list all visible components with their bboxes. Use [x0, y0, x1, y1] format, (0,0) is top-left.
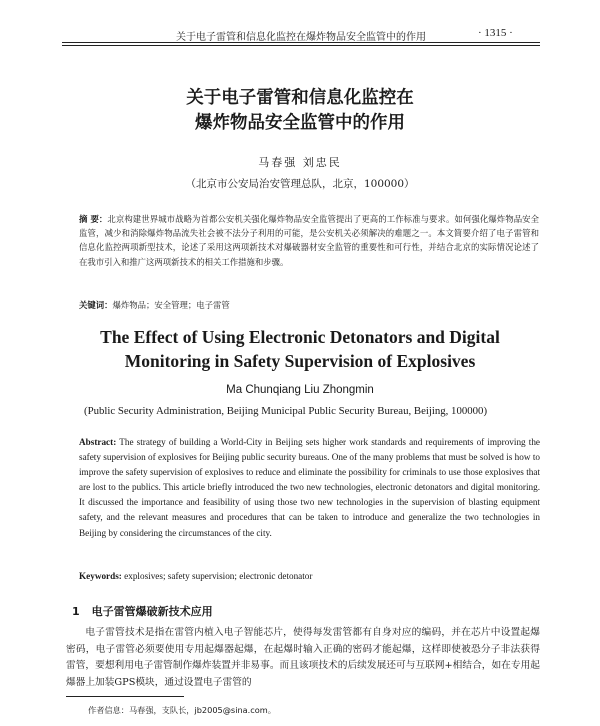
section-heading [72, 603, 213, 619]
page-number: · 1315 · [478, 27, 513, 39]
en-authors: Ma Chunqiang Liu Zhongmin [226, 384, 374, 396]
cn-title-line1: 关于电子雷管和信息化监控在 [186, 88, 414, 108]
en-keywords [79, 571, 312, 581]
author-footnote: 作者信息：马春强，支队长，jb2005@sina.com。 [88, 705, 276, 715]
en-abstract [79, 435, 540, 541]
en-abstract-label: Abstract: [79, 437, 117, 447]
en-title-line1: The Effect of Using Electronic Detonators and Digital [100, 327, 500, 347]
footnote-rule [66, 696, 184, 697]
en-keywords-label: Keywords: [79, 571, 122, 581]
cn-affiliation: （北京市公安局治安管理总队，北京，100000） [185, 178, 415, 190]
en-abstract-text: The strategy of building a World-City in Beijing sets higher work standards and requirements of improving the safety supervision of explosives for Beijing public security bureaus. One of the many problems that must be solved is how to improve the safety supervision of explosives to reduce and eliminate the possibility for criminals to use those explosives that are lost to the publics. This article briefly introduced the two new technologies, electronic detonators and digital monitoring. It discussed the importance and feasibility of using those two new technologies in the supervision of blasting equipment safety, and the relevant measures and procedures that can be taken to introduce and generalize the two technologies in Beijing by considering the circumstances of the city. [79, 437, 540, 538]
cn-title-line2: 爆炸物品安全监管中的作用 [195, 113, 405, 133]
cn-keywords [79, 299, 230, 311]
en-affiliation: (Public Security Administration, Beijing Municipal Public Security Bureau, Beijing, 100000) [84, 405, 488, 417]
header-rule-secondary [62, 45, 540, 46]
section-body: 电子雷管技术是指在雷管内植入电子智能芯片，使得每发雷管都有自身对应的编码，并在芯片中设置起爆密码，电子雷管必须要使用专用起爆器起爆，在起爆时输入正确的密码才能起爆，这样即使被恐分子非法获得雷管，要想利用电子雷管制作爆炸装置并非易事。而且该项技术的后续发展还可与互联网+相结合，如在专用起爆器上加装GPS模块，通过设置电子雷管的 [66, 627, 540, 688]
cn-authors: 马春强 刘忠民 [258, 156, 342, 169]
cn-abstract-text: 北京构建世界城市战略为首都公安机关强化爆炸物品安全监管提出了更高的工作标准与要求。如何强化爆炸物品安全监管，减少和消除爆炸物品流失社会被不法分子利用的可能，是公安机关必须解决的难题之一。本文简要介绍了电子雷管和信息化监控两项新型技术，论述了采用这两项新技术对爆破器材安全监管的重要性和可行性，并结合北京的实际情况论述了在我市引入和推广这两项新技术的相关工作措施和步骤。 [79, 214, 539, 267]
running-header: 关于电子雷管和信息化监控在爆炸物品安全监管中的作用 [176, 32, 426, 43]
section-title: 电子雷管爆破新技术应用 [91, 605, 213, 618]
en-title-line2: Monitoring in Safety Supervision of Explosives [124, 351, 476, 371]
cn-keywords-label: 关键词： [79, 300, 113, 310]
section-number: 1 [72, 605, 80, 618]
en-keywords-text: explosives; safety supervision; electronic detonator [124, 571, 313, 581]
cn-abstract-label: 摘 要： [79, 214, 108, 224]
cn-keywords-text: 爆炸物品；安全管理；电子雷管 [112, 300, 230, 310]
cn-abstract [79, 212, 539, 269]
header-rule [62, 42, 540, 43]
